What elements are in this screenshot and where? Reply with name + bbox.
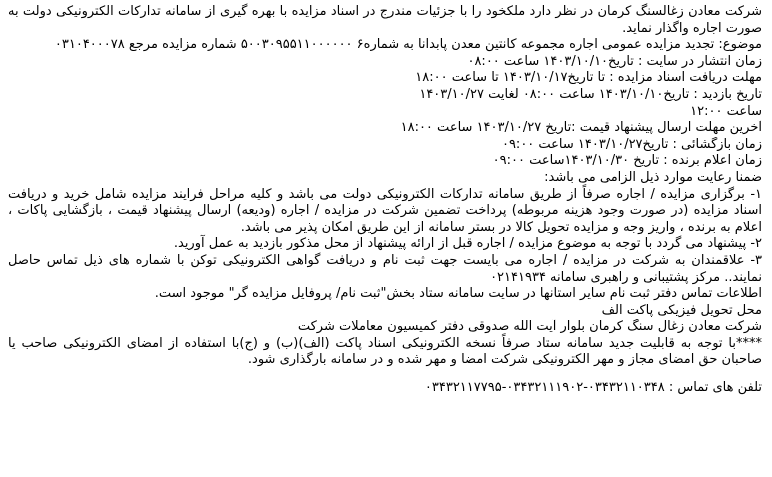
opening-time: زمان بازگشائی : تاریخ۱۴۰۳/۱۰/۲۷ ساعت ۰۹:۰۰	[501, 136, 762, 152]
delivery-address: شرکت معادن زغال سنگ کرمان بلوار آیت الله صدوقی دفتر کمیسیون معاملات شرکت	[297, 319, 762, 335]
winner-announcement: زمان اعلام برنده : تاریخ ۱۴۰۳/۱۰/۳۰ساعت ۰۹:۰۰	[492, 153, 762, 169]
visit-time: ساعت ۱۲:۰۰	[690, 103, 762, 119]
spacer	[8, 369, 762, 380]
requirement-item-1: ۱- برگزاری مزایده / اجاره صرفاً از طریق سامانه تدارکات الکترونیکی دولت می باشد و کلیه مراحل فرایند مزایده شامل خرید و دریافت اسناد مزایده (در صورت وجود هزینه مربوطه) پرداخت تضمین شرکت در مزایده / اجاره (ودیعه) ارسال پیشنهاد قیمت ، بازگشایی پاکات ، اعلام به برنده ، واریز وجه و مزایده تحویل کالا در بستر سامانه از این طریق امکان پذیر می باشد.	[8, 186, 762, 235]
visit-date: تاریخ بازدید : تاریخ۱۴۰۳/۱۰/۱۰ ساعت ۰۸:۰۰ لغایت ۱۴۰۳/۱۰/۲۷	[419, 86, 762, 102]
contact-phones: تلفن های تماس : ۰۳۴۳۲۱۱۰۳۴۸-۰۳۴۳۲۱۱۱۹۰۲-۰۳۴۳۲۱۱۷۷۹۵	[424, 380, 762, 396]
e-signature-note: ****با توجه به قابلیت جدید سامانه ستاد صرفاً نسخه الکترونیکی اسناد پاکت (الف)(ب) و (ج)با استفاده از امضای الکترونیکی صاحب یا صاحبان حق امضای مجاز و مهر الکترونیکی شرکت امضا و مهر شده و در سامانه بارگذاری شود.	[8, 335, 762, 368]
notice-subject: موضوع: تجدید مزایده عمومی اجاره مجموعه کانتین معدن پابدانا به شماره۶ ۵۰۰۳۰۹۵۵۱۱۰۰۰۰۰۰ شماره مزایده مرجع ۰۳۱۰۴۰۰۰۷۸	[54, 37, 762, 53]
contact-info: اطلاعات تماس دفتر ثبت نام سایر استانها در سایت سامانه ستاد بخش"ثبت نام/ پروفایل مزایده گر" موجود است.	[154, 286, 762, 302]
docs-deadline: مهلت دریافت اسناد مزایده : تا تاریخ۱۴۰۳/۱۰/۱۷ تا ساعت ۱۸:۰۰	[415, 70, 762, 86]
delivery-label: محل تحویل فیزیکی پاکت الف	[601, 302, 762, 318]
bid-deadline: آخرین مهلت ارسال پیشنهاد قیمت :تاریخ ۱۴۰۳/۱۰/۲۷ ساعت ۱۸:۰۰	[400, 120, 762, 136]
requirement-item-2: ۲- پیشنهاد می گردد با توجه به موضوع مزایده / اجاره قبل از ارائه پیشنهاد از محل مذکور بازدید به عمل آورید.	[173, 236, 762, 252]
notice-intro: شرکت معادن زغالسنگ کرمان در نظر دارد ملکخود را با جزئیات مندرج در اسناد مزایده با بهره گیری از سامانه تدارکات الکترونیکی دولت به صورت اجاره واگذار نماید.	[8, 4, 762, 36]
requirement-item-3: ۳- علاقمندان به شرکت در مزایده / اجاره می بایست جهت ثبت نام و دریافت گواهی الکترونیکی توکن با شماره های ذیل تماس حاصل نمایند.. مرکز پشتیبانی و راهبری سامانه ۰۲۱۴۱۹۳۴	[8, 252, 762, 285]
publish-time: زمان انتشار در سایت : تاریخ۱۴۰۳/۱۰/۱۰ ساعت ۰۸:۰۰	[467, 53, 762, 69]
requirements-heading: ضمنا رعایت موارد ذیل الزامی می باشد:	[544, 169, 762, 185]
